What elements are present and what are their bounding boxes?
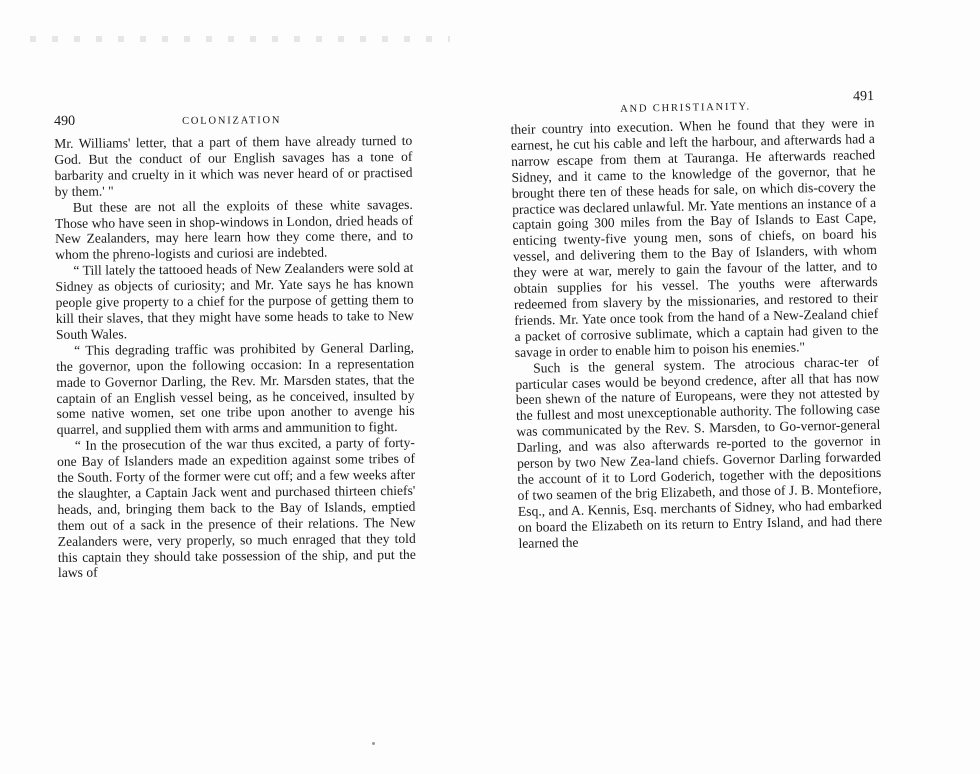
left-page-body [54,133,416,581]
running-head-left: COLONIZATION [182,115,282,127]
scan-artifact [30,36,450,42]
paragraph: “ In the prosecution of the war thus excited, a party of forty-one Bay of Islanders made an expedition against some tribes of the South. Forty of the former were cut off; and a few weeks after the slaughter, a Captain Jack went and purchased thirteen chiefs' heads, and, bringing them back to the Bay of Islands, emptied them out of a sack in the presence of their relations. The New Zealanders were, very properly, so much enraged that they told this captain they should take possession of the ship, and put the laws of [56,435,416,581]
running-head-right: AND CHRISTIANITY. [620,101,752,115]
paragraph: Mr. Williams' letter, that a part of them have already turned to God. But the conduct of our English savages has a tone of barbarity and cruelty in it which was never heard of or practised by them.' " [54,132,413,199]
left-page-header [54,111,412,132]
paragraph: “ Till lately the tattooed heads of New Zealanders were sold at Sidney as objects of curiosity; and Mr. Yate says he has known people give property to a chief for the purpose of getting them to kill their slaves, that they might have some heads to take to New South Wales. [55,260,414,342]
right-page-body [510,115,882,551]
right-page-header [510,89,875,118]
page-number-left: 490 [54,113,76,129]
right-page [510,89,883,551]
left-page [54,111,416,581]
paragraph: But these are not all the exploits of these white savages. Those who have seen in shop-windows in London, dried heads of New Zealanders, may here learn how they come there, and to whom the phreno-logists and curiosi are indebted. [54,196,414,263]
scan-speck [372,742,375,745]
paragraph: their country into execution. When he found that they were in earnest, he cut his cable and left the harbour, and afterwards had a narrow escape from them at Tauranga. He afterwards reached Sidney, and it came to the knowledge of the governor, that he brought there ten of these heads for sale, on which dis-covery the practice was declared unlawful. Mr. Yate mentions an instance of a captain going 300 miles from the Bay of Islands to East Cape, enticing twenty-five young men, sons of chiefs, on board his vessel, and delivering them to the Bay of Islanders, with whom they were at war, merely to gain the favour of the latter, and to obtain supplies for his vessel. The youths were afterwards redeemed from slavery by the missionaries, and restored to their friends. Mr. Yate once took from the hand of a New-Zealand chief a packet of corrosive sublimate, which a captain had given to the savage in order to enable him to poison his enemies." [510,115,879,360]
paragraph: Such is the general system. The atrocious charac-ter of particular cases would be beyond credence, after all that has now been shewn of the nature of Europeans, were they not attested by the fullest and most unexceptionable authority. The following case was communicated by the Rev. S. Marsden, to Go-vernor-general Darling, and was also afterwards re-ported to the governor in person by two New Zea-land chiefs. Governor Darling forwarded the account of it to Lord Goderich, together with the depositions of two seamen of the brig Elizabeth, and those of J. B. Montefiore, Esq., and A. Kennis, Esq. merchants of Sidney, who had embarked on board the Elizabeth on its return to Entry Island, and had there learned the [515,353,883,551]
paragraph: “ This degrading traffic was prohibited by General Darling, the governor, upon the following occasion: In a representation made to Governor Darling, the Rev. Mr. Marsden states, that the captain of an English vessel being, as he conceived, insulted by some native women, set one tribe upon another to avenge his quarrel, and supplied them with arms and ammunition to fight. [56,339,415,438]
page-number-right: 491 [852,89,875,105]
